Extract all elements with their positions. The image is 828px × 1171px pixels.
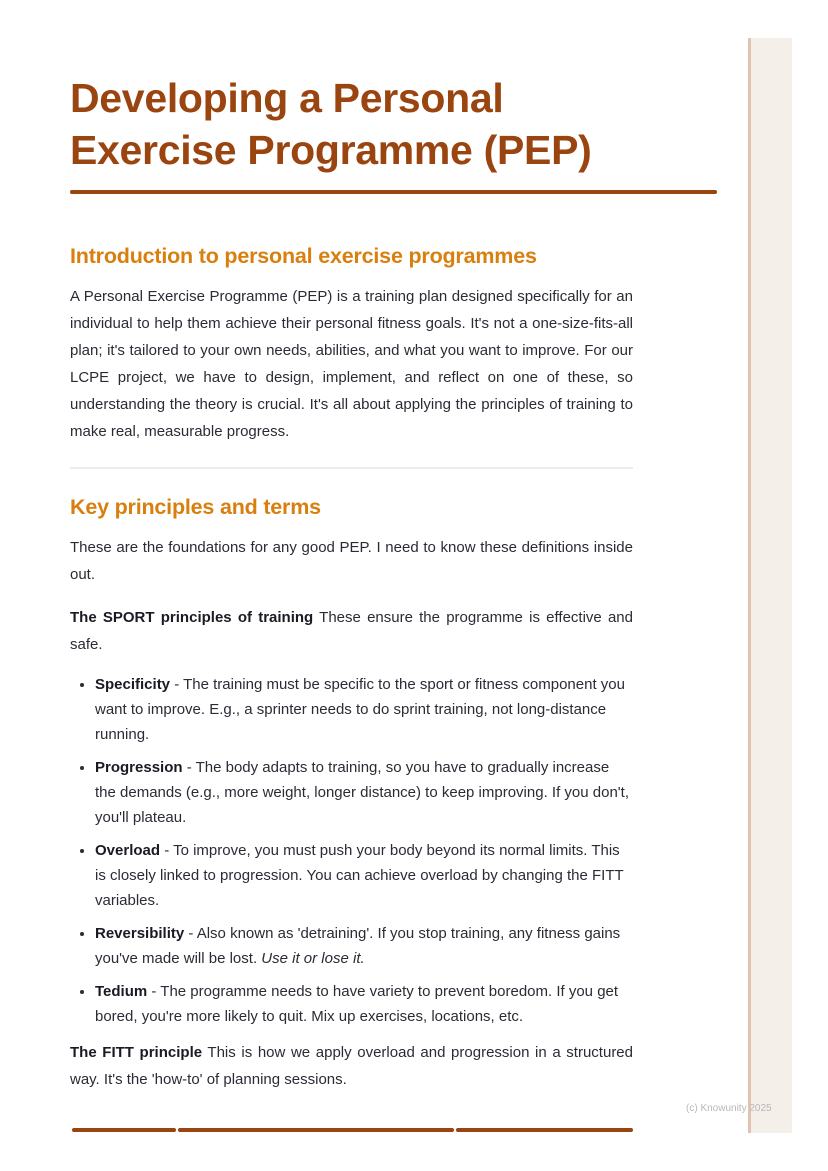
- intro-paragraph: A Personal Exercise Programme (PEP) is a training plan designed specifically for an individual to help them achieve their personal fitness goals. It's not a one-size-fits-all plan; it's tailored to your own needs, abilities, and what you want to improve. For our LCPE project, we have to design, implement, and reflect on one of these, so understanding the theory is crucial. It's all about applying the principles of training to make real, measurable progress.: [70, 288, 633, 440]
- term: Overload: [95, 842, 161, 859]
- sport-title: The SPORT principles of training: [70, 609, 314, 626]
- sport-paragraph: [70, 604, 633, 658]
- sport-principles-list: [70, 672, 633, 1029]
- footer-bar-segment: [456, 1128, 633, 1132]
- section-divider: [70, 467, 633, 469]
- definition: - The programme needs to have variety to prevent boredom. If you get bored, you're more likely to quit. Mix up exercises, locations, etc.: [95, 983, 619, 1025]
- document-body: [70, 72, 633, 1093]
- footer-bar-segment: [178, 1128, 454, 1132]
- term: Reversibility: [95, 925, 185, 942]
- fitt-paragraph: [70, 1039, 633, 1093]
- definition: - Also known as 'detraining'. If you stop training, any fitness gains you've made will be lost.: [95, 925, 621, 967]
- definition: - To improve, you must push your body beyond its normal limits. This is closely linked to progression. You can achieve overload by changing the FITT variables.: [95, 842, 624, 909]
- list-item: [95, 921, 633, 971]
- definition: - The body adapts to training, so you have to gradually increase the demands (e.g., more weight, longer distance) to keep improving. If you don't, you'll plateau.: [95, 759, 629, 826]
- term: Specificity: [95, 676, 171, 693]
- term: Tedium: [95, 983, 148, 1000]
- sport-text: These ensure the programme is effective and safe.: [70, 609, 633, 653]
- copyright: (c) Knowunity 2025: [686, 1103, 772, 1114]
- page-sidebar-strip: [748, 38, 792, 1133]
- emphasis: Use it or lose it.: [261, 950, 365, 967]
- fitt-text: This is how we apply overload and progression in a structured way. It's the 'how-to' of planning sessions.: [70, 1044, 633, 1088]
- list-item: [95, 979, 633, 1029]
- fitt-title: The FITT principle: [70, 1044, 203, 1061]
- footer-bar-segment: [72, 1128, 176, 1132]
- list-item: [95, 672, 633, 747]
- key-principles-intro: These are the foundations for any good PEP. I need to know these definitions inside out.: [70, 539, 633, 583]
- section-heading-intro: Introduction to personal exercise programmes: [70, 244, 537, 268]
- term: Progression: [95, 759, 183, 776]
- section-heading-key-principles: Key principles and terms: [70, 495, 321, 519]
- page-title: Developing a Personal Exercise Programme (PEP): [70, 75, 592, 173]
- list-item: [95, 838, 633, 913]
- list-item: [95, 755, 633, 830]
- definition: - The training must be specific to the sport or fitness component you want to improve. E.g., a sprinter needs to do sprint training, not long-distance running.: [95, 676, 625, 743]
